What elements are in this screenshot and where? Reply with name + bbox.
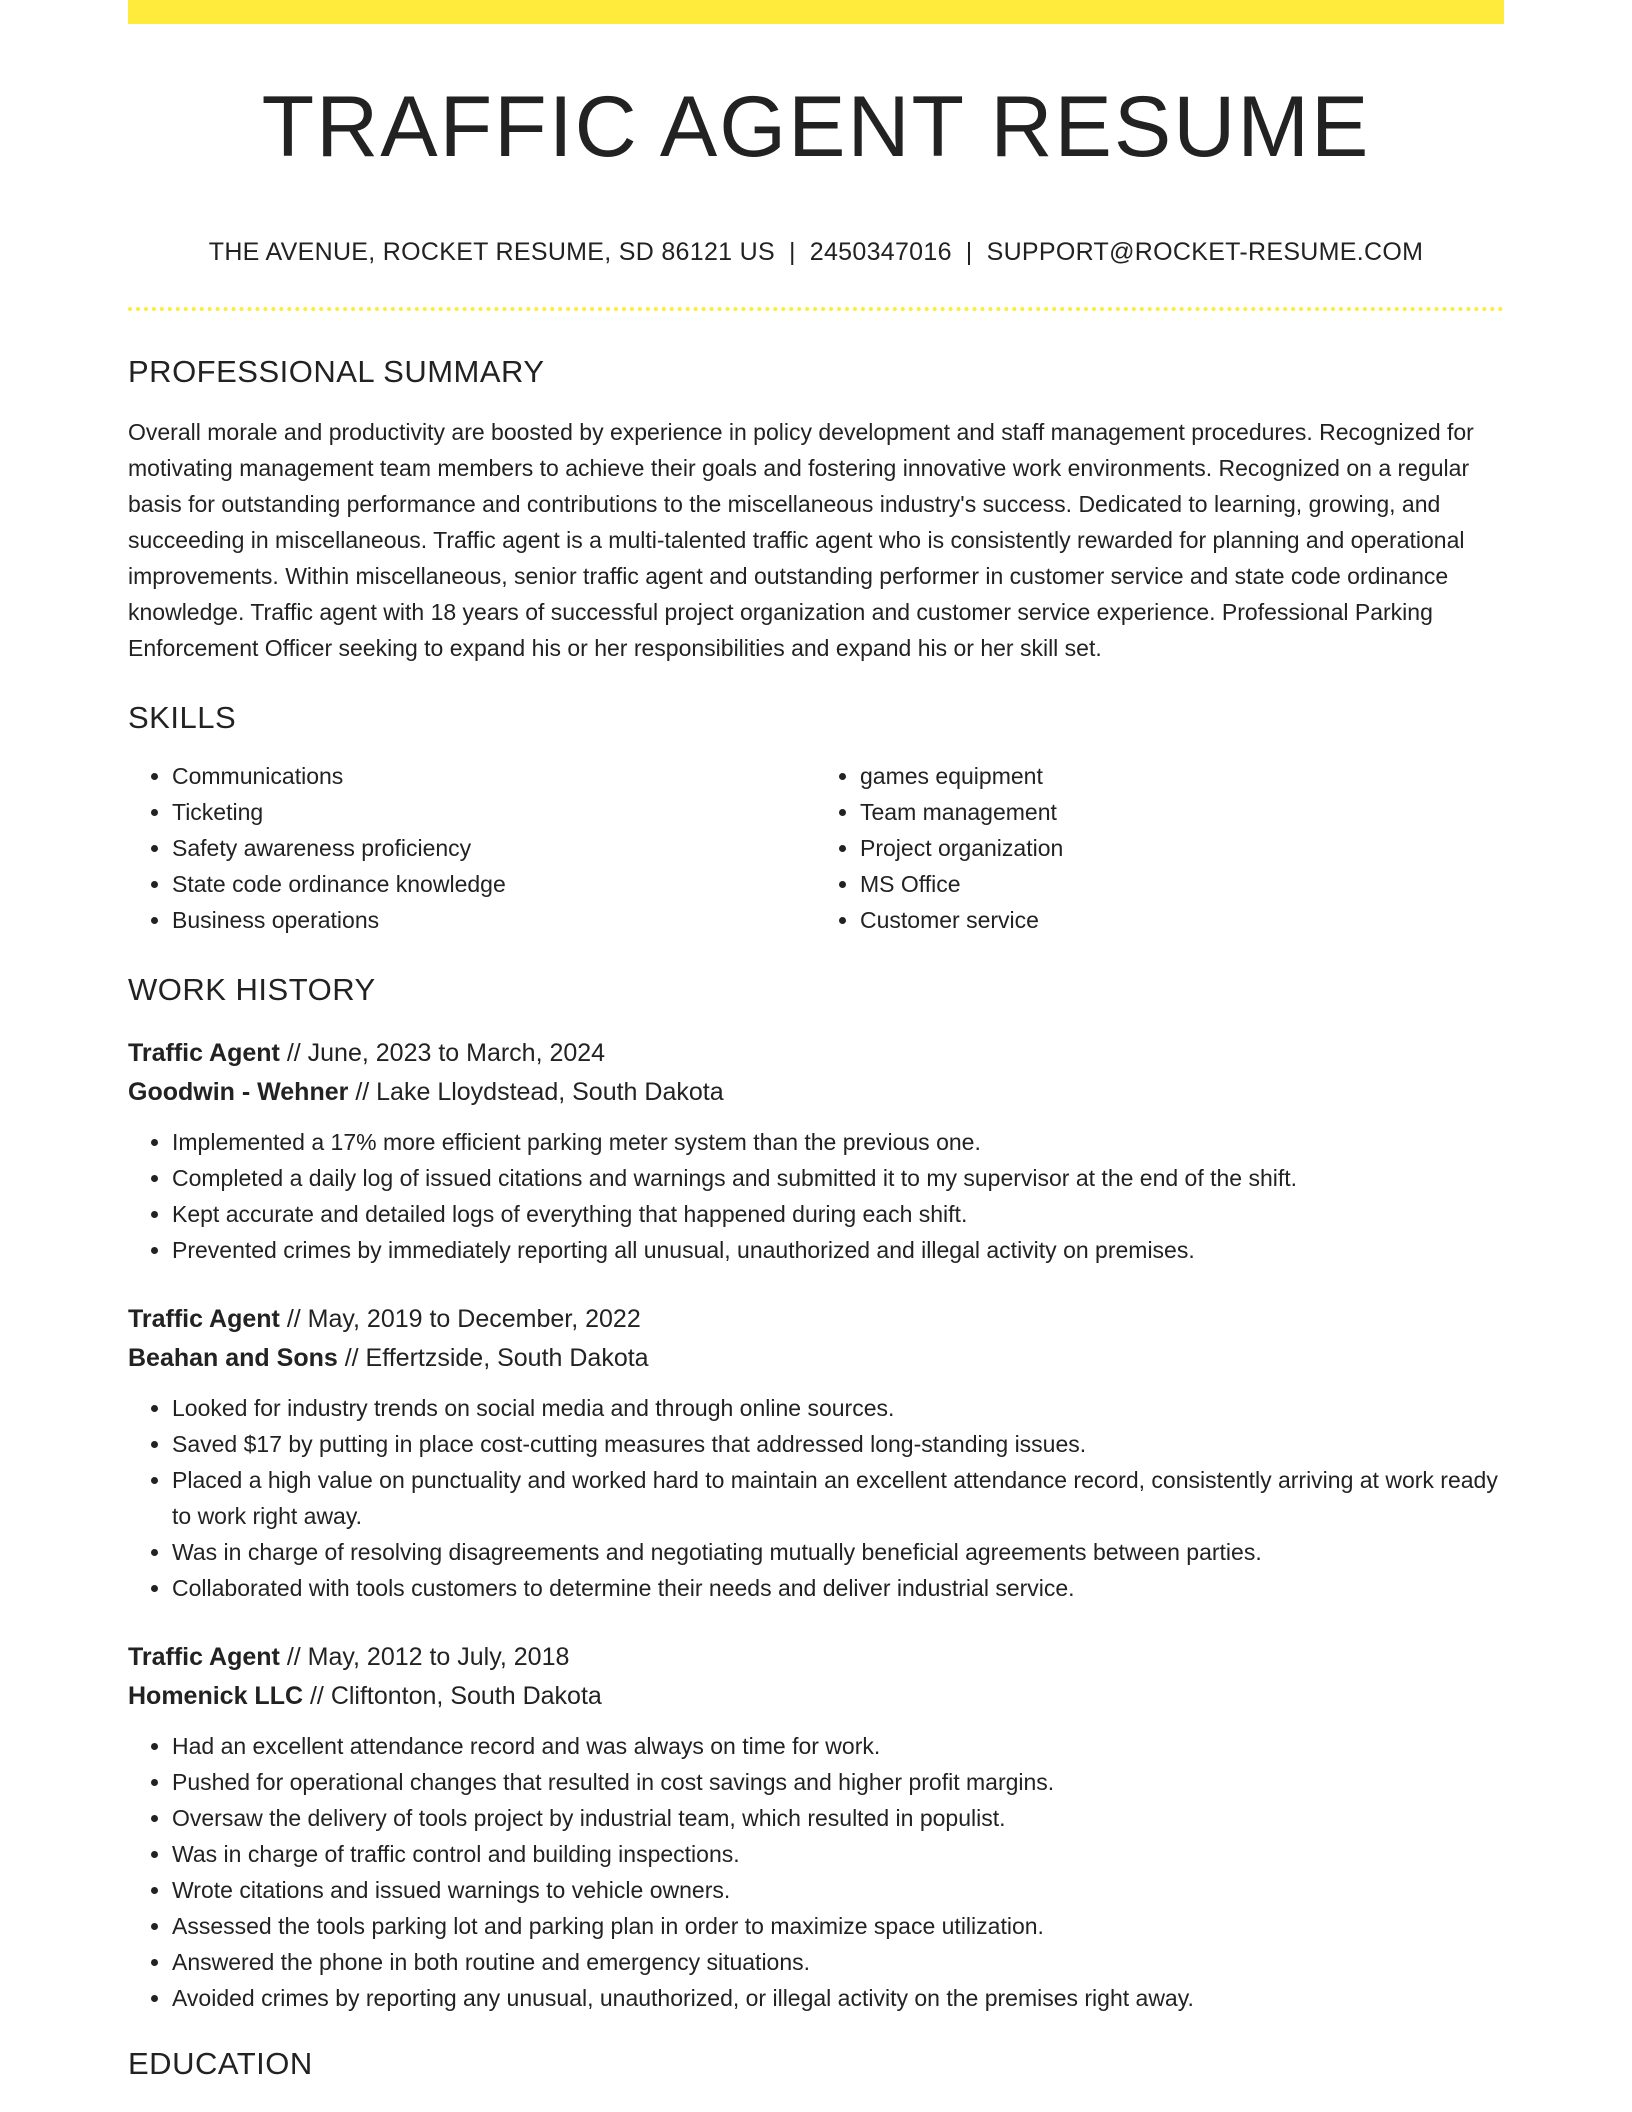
job-company: Goodwin - Wehner <box>128 1078 349 1106</box>
job-bullet: • Was in charge of traffic control and building inspections. <box>172 1836 1504 1872</box>
job-title: Traffic Agent <box>128 1039 280 1067</box>
skills-section <box>128 700 1504 938</box>
job-bullet: • Looked for industry trends on social media and through online sources. <box>172 1390 1504 1426</box>
job-company-line <box>128 1339 1504 1378</box>
job-bullet: • Placed a high value on punctuality and worked hard to maintain an excellent attendance record, consistently arriving at work ready to work right away. <box>172 1462 1504 1534</box>
job-bullet: • Pushed for operational changes that resulted in cost savings and higher profit margins. <box>172 1764 1504 1800</box>
contact-address: THE AVENUE, ROCKET RESUME, SD 86121 US <box>208 238 775 266</box>
resume-content <box>128 354 1504 2082</box>
skill-item: • Ticketing <box>172 794 816 830</box>
job-bullet: • Wrote citations and issued warnings to vehicle owners. <box>172 1872 1504 1908</box>
work-history-section <box>128 972 1504 2016</box>
job-entry <box>128 1638 1504 2016</box>
top-accent-bar <box>128 0 1504 24</box>
skills-list-left <box>128 758 816 938</box>
job-dates: // May, 2019 to December, 2022 <box>279 1305 641 1333</box>
skills-columns <box>128 758 1504 938</box>
job-bullet: • Prevented crimes by immediately reporting all unusual, unauthorized and illegal activity on premises. <box>172 1232 1504 1268</box>
job-bullet: • Was in charge of resolving disagreements and negotiating mutually beneficial agreements between parties. <box>172 1534 1504 1570</box>
job-bullet: • Had an excellent attendance record and was always on time for work. <box>172 1728 1504 1764</box>
education-section <box>128 2046 1504 2082</box>
summary-text: Overall morale and productivity are boosted by experience in policy development and staff management procedures. Recognized for motivating management team members to achieve their goals and fostering innovative work environments. Recognized on a regular basis for outstanding performance and contributions to the miscellaneous industry's success. Dedicated to learning, growing, and succeeding in miscellaneous. Traffic agent is a multi-talented traffic agent who is consistently rewarded for planning and operational improvements. Within miscellaneous, senior traffic agent and outstanding performer in customer service and state code ordinance knowledge. Traffic agent with 18 years of successful project organization and customer service experience. Professional Parking Enforcement Officer seeking to expand his or her responsibilities and expand his or her skill set. <box>128 419 1474 661</box>
skill-item: • State code ordinance knowledge <box>172 866 816 902</box>
job-bullet: • Collaborated with tools customers to determine their needs and deliver industrial service. <box>172 1570 1504 1606</box>
job-title-line <box>128 1034 1504 1073</box>
skill-item: • Communications <box>172 758 816 794</box>
job-location: // Effertzside, South Dakota <box>337 1344 649 1372</box>
job-title-line <box>128 1300 1504 1339</box>
job-bullets <box>128 1390 1504 1606</box>
contact-separator: | <box>788 238 796 266</box>
skill-item: • Customer service <box>860 902 1504 938</box>
job-bullet: • Completed a daily log of issued citations and warnings and submitted it to my supervisor at the end of the shift. <box>172 1160 1504 1196</box>
job-bullets <box>128 1124 1504 1268</box>
job-dates: // May, 2012 to July, 2018 <box>279 1643 570 1671</box>
job-title-line <box>128 1638 1504 1677</box>
contact-line <box>0 238 1632 267</box>
job-bullet: • Oversaw the delivery of tools project by industrial team, which resulted in populist. <box>172 1800 1504 1836</box>
job-location: // Cliftonton, South Dakota <box>303 1682 602 1710</box>
skill-item: • Safety awareness proficiency <box>172 830 816 866</box>
contact-phone: 2450347016 <box>809 238 952 266</box>
job-title: Traffic Agent <box>128 1305 280 1333</box>
contact-separator: | <box>965 238 973 266</box>
skills-heading: SKILLS <box>128 700 237 735</box>
job-company: Beahan and Sons <box>128 1344 338 1372</box>
skill-item: • Project organization <box>860 830 1504 866</box>
summary-heading: PROFESSIONAL SUMMARY <box>128 354 545 389</box>
job-bullet: • Implemented a 17% more efficient parking meter system than the previous one. <box>172 1124 1504 1160</box>
dotted-divider <box>128 307 1504 311</box>
job-entry <box>128 1034 1504 1268</box>
skill-item: • MS Office <box>860 866 1504 902</box>
job-entry <box>128 1300 1504 1606</box>
job-company-line <box>128 1073 1504 1112</box>
job-bullet: • Avoided crimes by reporting any unusual, unauthorized, or illegal activity on the premises right away. <box>172 1980 1504 2016</box>
job-bullet: • Assessed the tools parking lot and parking plan in order to maximize space utilization. <box>172 1908 1504 1944</box>
work-history-heading: WORK HISTORY <box>128 972 376 1007</box>
job-company: Homenick LLC <box>128 1682 304 1710</box>
job-company-line <box>128 1677 1504 1716</box>
education-heading: EDUCATION <box>128 2046 313 2081</box>
job-location: // Lake Lloydstead, South Dakota <box>348 1078 724 1106</box>
skill-item: • Business operations <box>172 902 816 938</box>
skill-item: • Team management <box>860 794 1504 830</box>
page-title: TRAFFIC AGENT RESUME <box>261 79 1371 175</box>
skills-list-right <box>816 758 1504 938</box>
job-bullet: • Saved $17 by putting in place cost-cutting measures that addressed long-standing issues. <box>172 1426 1504 1462</box>
job-title: Traffic Agent <box>128 1643 280 1671</box>
job-bullet: • Kept accurate and detailed logs of everything that happened during each shift. <box>172 1196 1504 1232</box>
job-bullets <box>128 1728 1504 2016</box>
job-bullet: • Answered the phone in both routine and emergency situations. <box>172 1944 1504 1980</box>
job-dates: // June, 2023 to March, 2024 <box>279 1039 606 1067</box>
skill-item: • games equipment <box>860 758 1504 794</box>
contact-email: SUPPORT@ROCKET-RESUME.COM <box>986 238 1424 266</box>
